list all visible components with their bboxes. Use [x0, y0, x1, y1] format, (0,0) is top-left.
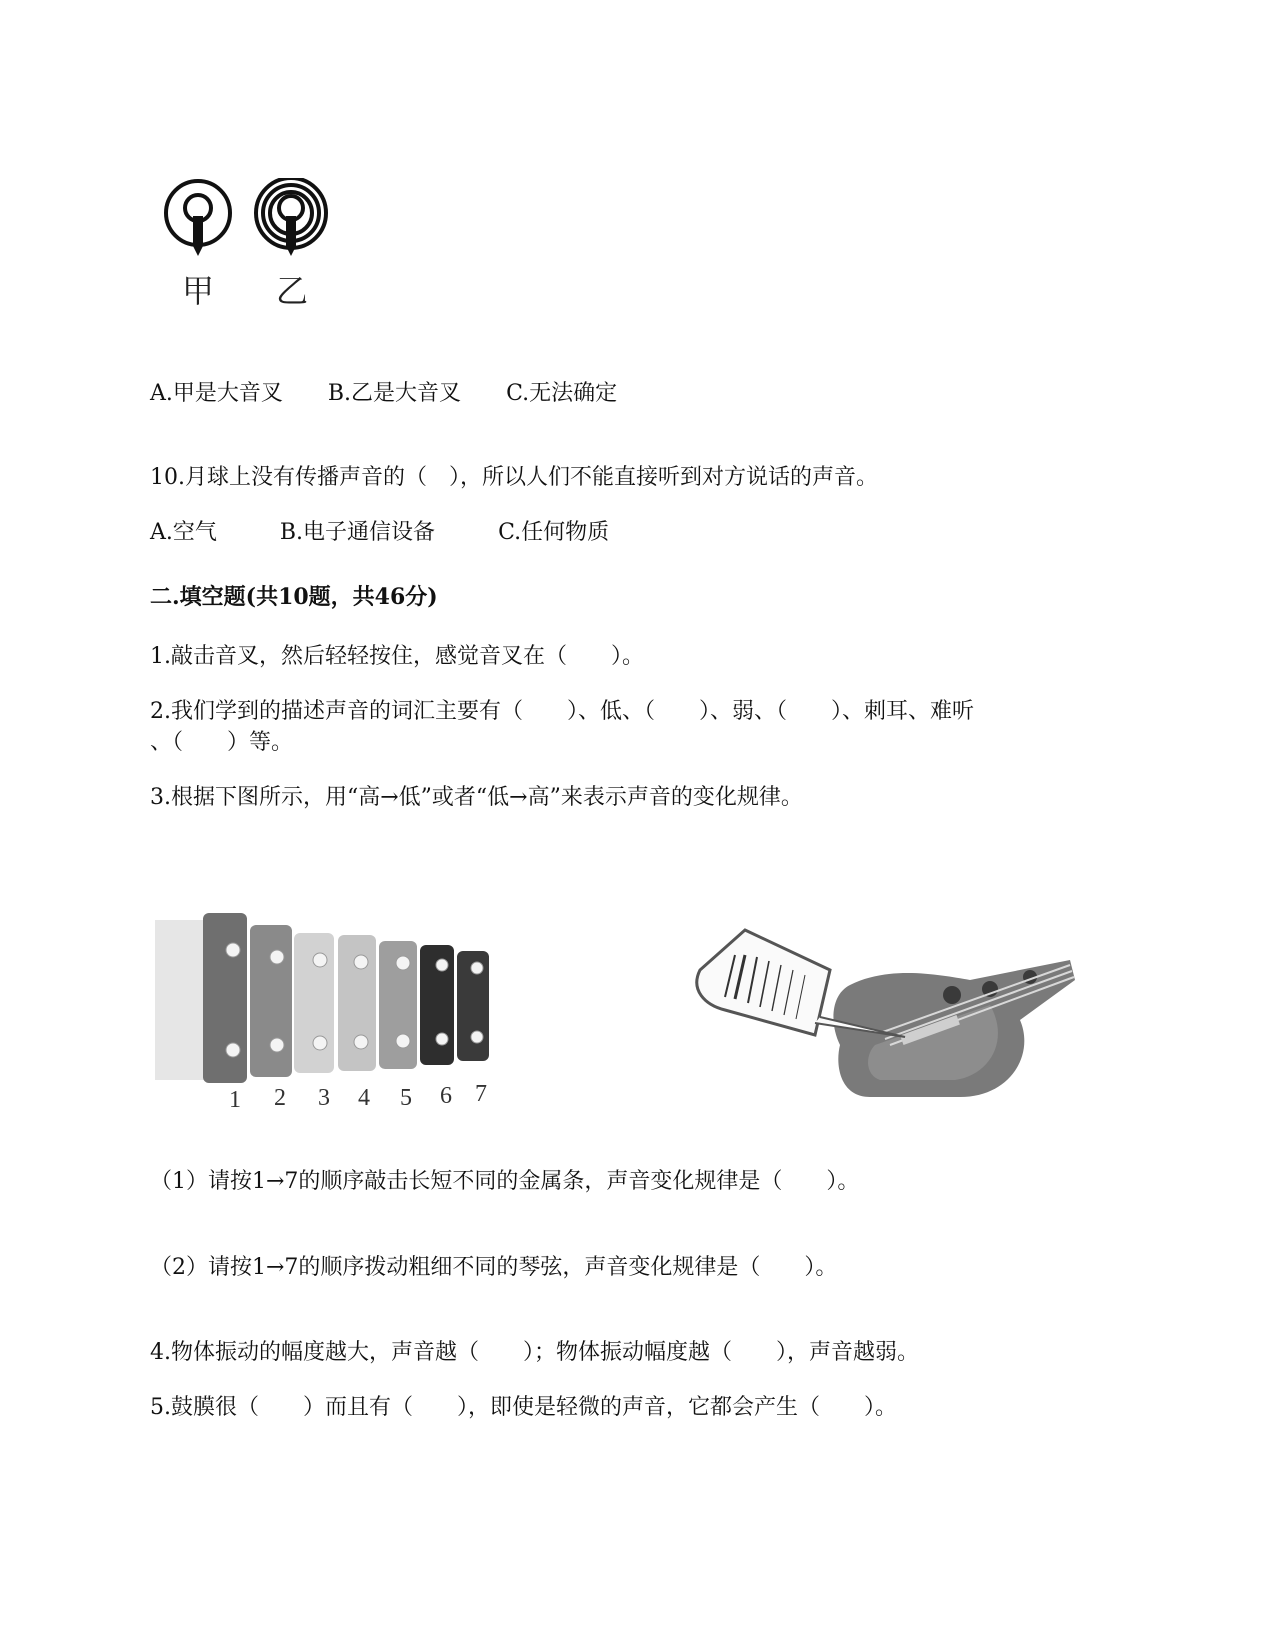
q10-option-a: A.空气	[150, 520, 217, 545]
q9-option-a: A.甲是大音叉	[150, 381, 283, 406]
q9-option-b: B.乙是大音叉	[327, 381, 462, 406]
q9-option-c: C.无法确定	[506, 381, 618, 406]
tuning-fork-b-icon	[256, 178, 326, 256]
xylophone-figure	[155, 905, 515, 1120]
fill-q1: 1.敲击音叉，然后轻轻按住，感觉音叉在（ ）。	[150, 644, 644, 669]
fill-q4: 4.物体振动的幅度越大，声音越（ ）；物体振动幅度越（ ），声音越弱。	[150, 1340, 919, 1365]
fork-label-a: 甲	[182, 272, 215, 310]
xylophone-drawing	[155, 905, 515, 1085]
tuning-fork-figure	[160, 178, 340, 308]
q10-options	[150, 518, 647, 548]
bar-number-5: 5	[400, 1085, 412, 1111]
bar-number-7: 7	[475, 1081, 487, 1107]
bar-number-4: 4	[358, 1085, 370, 1111]
fill-q2-line2: 、（ ）等。	[150, 730, 294, 755]
section-heading: 二.填空题(共10题，共46分)	[150, 584, 438, 610]
bar-number-3: 3	[318, 1085, 330, 1111]
q9-options	[150, 379, 655, 409]
bar-number-2: 2	[274, 1085, 286, 1111]
fork-label-b: 乙	[276, 272, 309, 310]
tuning-fork-a-icon	[166, 181, 230, 256]
fill-q5: 5.鼓膜很（ ）而且有（ ），即使是轻微的声音，它都会产生（ ）。	[150, 1395, 897, 1420]
guitar-drawing	[690, 925, 1080, 1105]
q10-option-c: C.任何物质	[498, 520, 610, 545]
fill-q3: 3.根据下图所示，用“高→低”或者“低→高”来表示声音的变化规律。	[150, 785, 803, 810]
fill-q2-line1: 2.我们学到的描述声音的词汇主要有（ ）、低、（ ）、弱、（ ）、刺耳、难听	[150, 699, 974, 724]
bar-number-1: 1	[229, 1087, 241, 1113]
q10-stem: 10.月球上没有传播声音的（ ），所以人们不能直接听到对方说话的声音。	[150, 465, 878, 490]
fill-q3-sub1: （1）请按1→7的顺序敲击长短不同的金属条，声音变化规律是（ ）。	[150, 1169, 860, 1194]
guitar-figure	[690, 925, 1080, 1105]
bar-number-6: 6	[440, 1083, 452, 1109]
q10-option-b: B.电子通信设备	[279, 520, 436, 545]
tuning-fork-drawing	[160, 178, 340, 258]
fill-q3-sub2: （2）请按1→7的顺序拨动粗细不同的琴弦，声音变化规律是（ ）。	[150, 1255, 838, 1280]
